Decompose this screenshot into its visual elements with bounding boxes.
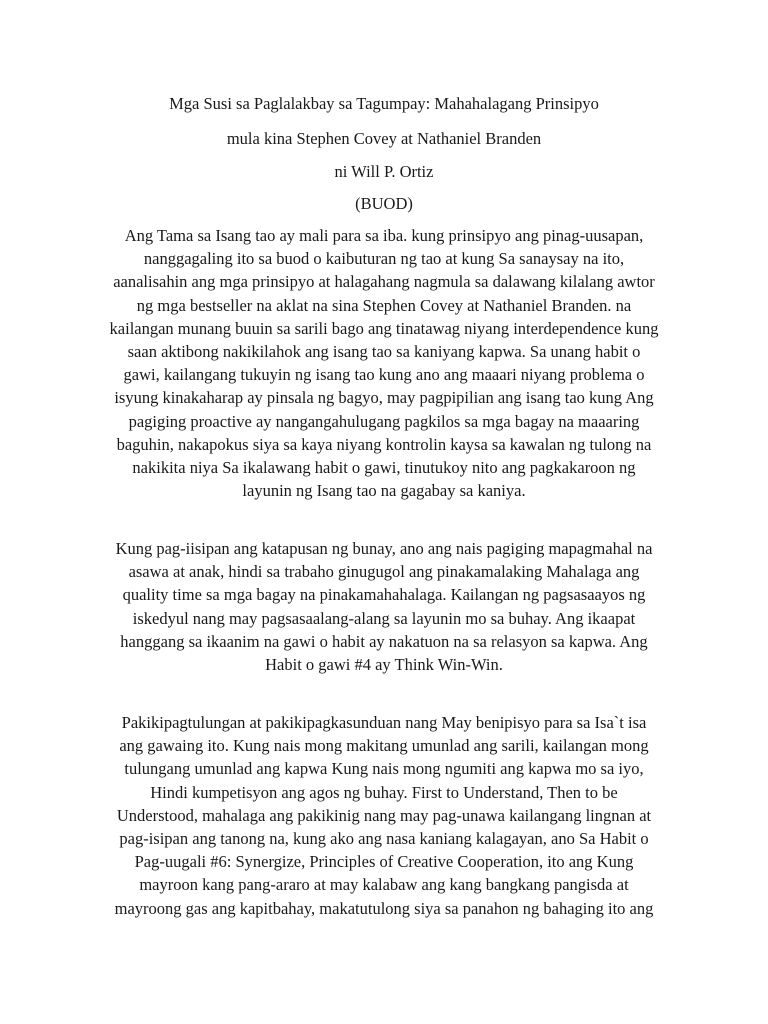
paragraph-2-line: Habit o gawi #4 ay Think Win-Win. xyxy=(265,654,503,674)
paragraph-2-line: asawa at anak, hindi sa trabaho ginugugol ang pinakamalaking Mahalaga ang xyxy=(128,562,640,582)
paragraph-3-line: ang gawaing ito. Kung nais mong makitang umunlad ang sarili, kailangan mong xyxy=(119,736,649,756)
paragraph-1-line: saan aktibong nakikilahok ang isang tao sa kaniyang kapwa. Sa unang habit o xyxy=(127,341,641,361)
paragraph-3-line: Hindi kumpetisyon ang agos ng buhay. First to Understand, Then to be xyxy=(150,782,618,802)
paragraph-2 xyxy=(0,537,768,676)
paragraph-1-line: nakikita niya Sa ikalawang habit o gawi, tinutukoy nito ang pagkakaroon ng xyxy=(132,457,636,477)
paragraph-1-line: isyung kinakaharap ay pinsala ng bagyo, may pagpipilian ang isang tao kung Ang xyxy=(114,388,654,408)
document-title-line-2: mula kina Stephen Covey at Nathaniel Branden xyxy=(226,129,542,148)
paragraph-1 xyxy=(0,224,768,502)
paragraph-3 xyxy=(0,711,768,920)
document-author: ni Will P. Ortiz xyxy=(334,162,434,181)
paragraph-3-line: mayroon kang pang-araro at may kalabaw ang kang bangkang pangisda at xyxy=(139,875,629,895)
paragraph-3-line: Pakikipagtulungan at pakikipagkasunduan nang May benipisyo para sa Isa`t isa xyxy=(121,713,647,732)
paragraph-2-line: hanggang sa ikaanim na gawi o habit ay nakatuon na sa relasyon sa kapwa. Ang xyxy=(120,631,648,651)
document-title-line-1: Mga Susi sa Paglalakbay sa Tagumpay: Mahahalagang Prinsipyo xyxy=(169,94,599,113)
paragraph-2-line: iskedyul nang may pagsasaalang-alang sa layunin mo sa buhay. Ang ikaapat xyxy=(132,608,636,628)
paragraph-2-line: quality time sa mga bagay na pinakamahahalaga. Kailangan ng pagsasaayos ng xyxy=(122,585,646,605)
paragraph-3-line: tulungang umunlad ang kapwa Kung nais mong ngumiti ang kapwa mo sa iyo, xyxy=(124,759,644,779)
paragraph-1-line: pagiging proactive ay nangangahulugang pagkilos sa mga bagay na maaaring xyxy=(128,411,640,431)
paragraph-1-line: Ang Tama sa Isang tao ay mali para sa iba. kung prinsipyo ang pinag-uusapan, xyxy=(124,226,644,245)
paragraph-2-line: Kung pag-iisipan ang katapusan ng bunay, ano ang nais pagiging mapagmahal na xyxy=(115,539,653,558)
paragraph-1-line: aanalisahin ang mga prinsipyo at halagahang nagmula sa dalawang kilalang awtor xyxy=(113,272,655,292)
paragraph-1-line: kailangan munang buuin sa sarili bago ang tinatawag niyang interdependence kung xyxy=(109,318,659,338)
paragraph-1-line: nanggagaling ito sa buod o kaibuturan ng tao at kung Sa sanaysay na ito, xyxy=(143,249,625,269)
paragraph-1-line: baguhin, nakapokus siya sa kaya niyang kontrolin kaysa sa kawalan ng tulong na xyxy=(116,434,652,454)
paragraph-1-line: ng mga bestseller na aklat na sina Stephen Covey at Nathaniel Branden. na xyxy=(136,295,632,315)
paragraph-1-line: layunin ng Isang tao na gagabay sa kaniya. xyxy=(242,481,526,501)
paragraph-3-line: pag-isipan ang tanong na, kung ako ang nasa kaniang kalagayan, ano Sa Habit o xyxy=(119,828,649,848)
paragraph-1-line: gawi, kailangang tukuyin ng isang tao kung ano ang maaari niyang problema o xyxy=(123,365,645,385)
document-label: (BUOD) xyxy=(355,194,413,213)
paragraph-3-line: Understood, mahalaga ang pakikinig nang may pag-unawa kailangang lingnan at xyxy=(116,805,652,825)
paragraph-3-line: mayroong gas ang kapitbahay, makatutulong siya sa panahon ng bahaging ito ang xyxy=(114,898,654,918)
paragraph-3-line: Pag-uugali #6: Synergize, Principles of Creative Cooperation, ito ang Kung xyxy=(134,852,634,872)
